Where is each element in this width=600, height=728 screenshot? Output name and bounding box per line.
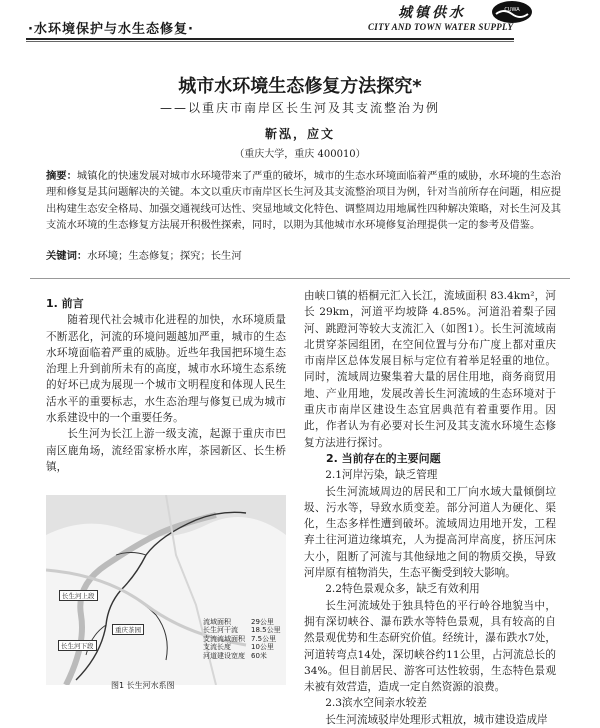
section-heading-intro: 1. 前言 <box>46 297 84 310</box>
legend-row: 支流长度 10公里 <box>203 643 274 652</box>
paragraph: 随着现代社会城市化进程的加快，水环境质量不断恶化，河流的环境问题越加严重，城市的生态水环境面临着严重的威胁。近些年我国把环境生态治理上升到前所未有的高度，城市水环境生态系统的好坏已成为展现一个城市文明程度和体现人民生活水平的重要标志，水生态治理与修复已成为城市水系建设中的一个重要任务。 <box>46 314 286 425</box>
paragraph: 长生河流域周边的居民和工厂向水域大量倾倒垃圾、污水等，导致水质变差。部分河道人为硬化、渠化，生态多样性遭到破坏。流域周边用地开发，工程弃土往河道边缘填充，人为提高河岸高度，挤压河床大小，阻断了河流与其他绿地之间的物质交换，导致河岸原有植物消失，生态平衡受到较大影响。 <box>304 485 556 580</box>
journal-name: CITY AND TOWN WATER SUPPLY <box>368 22 514 32</box>
paragraph: 长生河为长江上游一级支流，起源于重庆市巴南区鹿角场，流经雷家桥水库，茶园新区、长生桥镇， <box>46 428 286 473</box>
subsection-heading: 2.2特色景观众多，缺乏有效利用 <box>325 583 480 596</box>
abstract <box>46 168 561 234</box>
map-label: 长生河上段 <box>59 590 98 601</box>
map-label: 重庆茶园 <box>112 624 144 635</box>
article-affiliation: （重庆大学，重庆 400010） <box>234 149 366 160</box>
map-legend <box>203 618 281 660</box>
header-divider <box>26 38 514 40</box>
svg-text:CUWA: CUWA <box>504 7 520 13</box>
subsection-heading: 2.1河岸污染，缺乏管理 <box>325 469 438 482</box>
section-heading-problems: 2. 当前存在的主要问题 <box>326 451 441 465</box>
figure-caption: 图1 长生河水系图 <box>111 681 175 690</box>
article-authors: 靳泓，应文 <box>264 127 335 141</box>
map-label: 长生河下段 <box>58 640 97 651</box>
abstract-label: 摘要： <box>46 170 77 182</box>
article-subtitle: ——以重庆市南岸区长生河及其支流整治为例 <box>159 101 440 115</box>
legend-row: 支流流域面积 7.5公里 <box>203 634 277 643</box>
article-title: 城市水环境生态修复方法探究* <box>178 76 422 97</box>
left-column <box>46 296 286 475</box>
keywords <box>46 247 561 262</box>
legend-row: 长生河干流 18.5公里 <box>203 626 281 635</box>
header-divider-thin <box>26 41 514 42</box>
keywords-text: 水环境；生态修复；探究；长生河 <box>87 250 242 262</box>
right-column <box>304 288 556 728</box>
paragraph: 长生河流域驳岸处理形式粗放，城市建设造成岸 <box>325 713 548 726</box>
legend-row: 流域面积 29公里 <box>203 618 274 626</box>
section-heading: ·水环境保护与水生态修复· <box>28 22 194 37</box>
paragraph: 长生河流域处于独具特色的平行岭谷地貌当中，拥有深切峡谷、瀑布跌水等特色景观，具有较高的自然景观优势和生态研究价值。经统计，瀑布跌水7处，河道转弯点14处，深切峡谷约11公里，占河流总长的34%。但目前居民、游客可达性较弱，生态特色景观未被有效营造，造成一定自然资源的浪费。 <box>304 599 556 694</box>
paragraph: 由峡口镇的梧桐元汇入长江，流域面积 83.4km²，河长 29km，河道平均坡降 4.85%。河道沿着梨子园河、跳蹬河等较大支流汇入（如图1）。长生河流域南北贯穿茶园组团，在空间位置与分布广度上都对重庆市南岸区总体发展目标与定位有着举足轻重的地位。同时，流域周边聚集着大量的居住用地，商务商贸用地、产业用地，发展改善长生河流域的生态环境对于重庆市南岸区建设生态宜居典范有着重要作用。因此，作者认为有必要对长生河及其支流水环境生态修复方法进行探讨。 <box>304 290 556 449</box>
keywords-label: 关键词： <box>46 250 88 262</box>
legend-row: 河道建设宽度 60米 <box>203 651 267 660</box>
subsection-heading: 2.3滨水空间亲水较差 <box>325 697 427 710</box>
journal-brand-logo: 城镇供水 <box>398 5 466 21</box>
abstract-divider <box>30 278 570 279</box>
abstract-text: 城镇化的快速发展对城市水环境带来了严重的破坏，城市的生态水环境面临着严重的威胁，水环境的生态治理和修复是其问题解决的关键。本文以重庆市南岸区长生河及其支流整治项目为例，针对当前所存在问题，相应提出构建生态安全格局、加强交通视线可达性、突显地域文化特色、调整周边用地属性四种解决策略，对长生河及其支流水环境的生态修复方法展开积极性探索，同时，以期为其他城市水环境修复治理提供一定的参考及借鉴。 <box>46 170 562 232</box>
